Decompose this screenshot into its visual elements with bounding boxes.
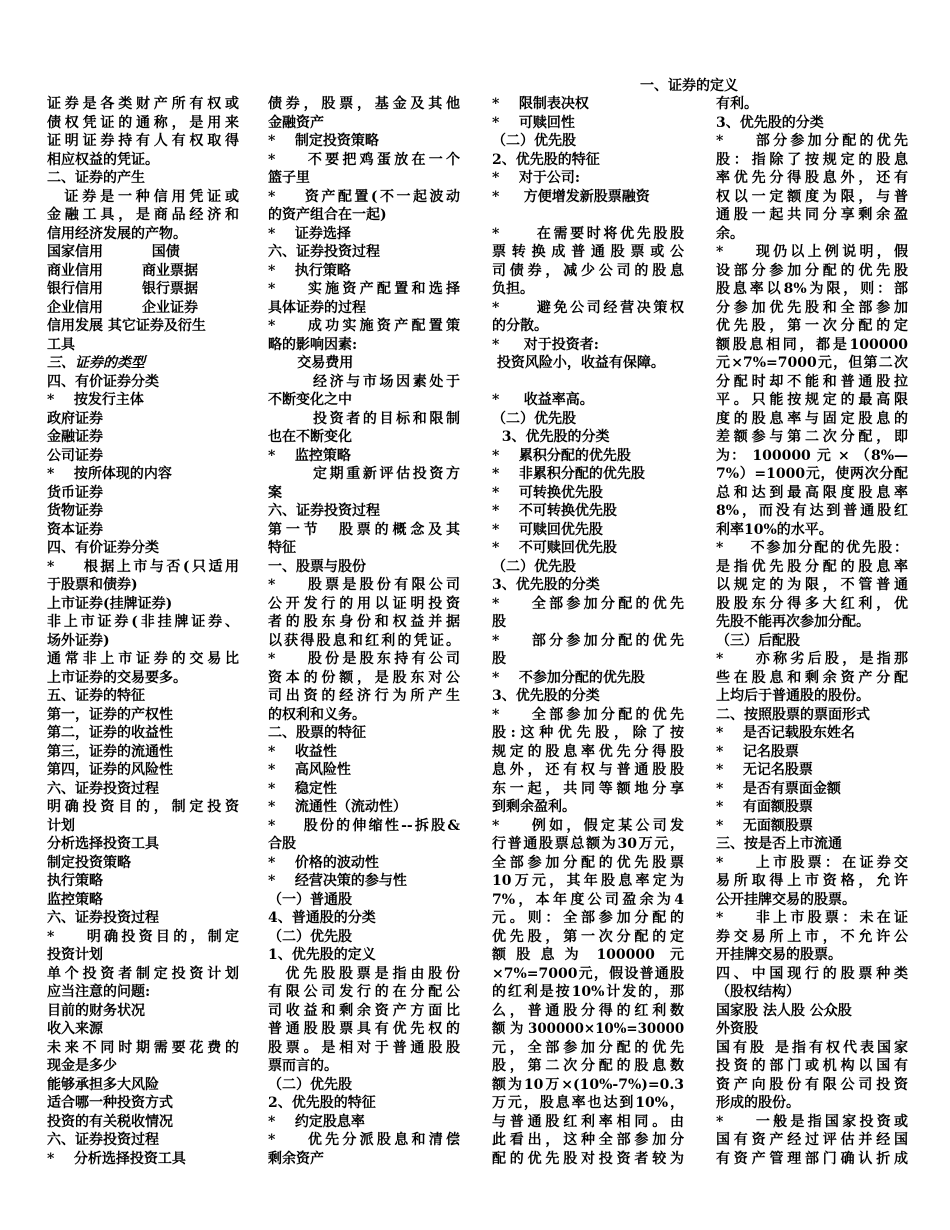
text-line: 7%）=1000元，使两次分配 <box>716 466 908 482</box>
text-line: * 可转换优先股 <box>492 484 603 501</box>
text-line: 合股 <box>268 836 296 852</box>
text-line: * 记名股票 <box>716 743 799 760</box>
text-line: 行普通股票总额为30万元， <box>492 836 684 852</box>
text-line: 8%，而没有达到普通股红 <box>716 503 908 519</box>
text-line: 三、证券的类型 <box>47 355 145 371</box>
text-line: 股股东分得多大红利，优 <box>716 595 908 612</box>
text-line: * 无记名股票 <box>716 762 813 778</box>
text-line: 普通股股票具有优先权的 <box>268 1021 460 1037</box>
text-column-1 <box>47 95 239 1168</box>
text-line: 股，第二次分配的股息数 <box>492 1058 684 1074</box>
text-line: 额 为 300000×10%=30000 <box>492 1021 685 1037</box>
text-line: 计划 <box>47 817 75 834</box>
text-line: * 股份的伸缩性--拆股& <box>268 817 460 834</box>
text-line: 信用经济发展的产物。 <box>47 225 187 242</box>
text-line: 司债券，减少公司的股息 <box>492 262 684 279</box>
text-line: 司收益和剩余资产方面比 <box>268 1002 460 1019</box>
text-line: ×7%=7000元，假设普通股 <box>492 965 684 982</box>
text-line: 的资产组合在一起) <box>268 207 387 223</box>
text-line: 第三，证券的流通性 <box>47 743 173 760</box>
text-line: * 在需要时将优先股股 <box>492 225 684 242</box>
text-line: 资本证券 <box>47 521 103 538</box>
text-line: * 是否记载股东姓名 <box>716 725 855 741</box>
text-line: * 按所体现的内容 <box>47 466 172 482</box>
text-line: （二）优先股 <box>268 928 352 945</box>
text-line: * 成功实施资产配置策 <box>268 318 460 334</box>
text-line: * 不要把鸡蛋放在一个 <box>268 151 460 168</box>
text-line: 为： 100000 元 × （8%— <box>716 447 908 464</box>
text-line: 六、证券投资过程 <box>268 503 380 519</box>
text-line: 金融工具，是商品经济和 <box>47 207 239 223</box>
text-line: 分参加优先股和全部参加 <box>716 299 908 316</box>
text-line: 开挂牌交易的股票。 <box>716 947 842 963</box>
text-line: * 一般是指国家投资或 <box>716 1113 908 1130</box>
text-line: 差额参与第二次分配，即 <box>716 429 908 445</box>
text-line: * 有面额股票 <box>716 799 813 815</box>
text-line: 执行策略 <box>47 873 103 889</box>
text-line: 上均后于普通股的股份。 <box>716 688 870 704</box>
text-line: 特征 <box>268 540 296 556</box>
text-line: 投资计划 <box>47 947 103 963</box>
text-line: 利率10%的水平。 <box>716 521 833 538</box>
text-line: 监控策略 <box>47 891 103 908</box>
text-line: 平。只能按规定的最高限 <box>716 392 908 408</box>
text-line: * 无面额股票 <box>716 817 813 834</box>
text-line: 未来不同时期需要花费的 <box>47 1039 239 1056</box>
text-line: * 限制表决权 <box>492 96 589 112</box>
text-line: 外资股 <box>716 1021 758 1037</box>
text-line: * 股票是股份有限公司 <box>268 577 460 593</box>
text-line: 投资风险小，收益有保障。 <box>492 355 665 371</box>
text-line: 额 股 息 为 100000 元 <box>492 947 684 963</box>
text-line: 五、证券的特征 <box>47 688 145 704</box>
text-line: 于股票和债券) <box>47 577 138 593</box>
text-line: 六、证券投资过程 <box>47 780 159 797</box>
text-line: * 可赎回优先股 <box>492 521 603 538</box>
text-line: 国家信用 国债 <box>47 244 180 260</box>
text-line: * 可赎回性 <box>492 114 575 131</box>
text-line: 先股不能再次参加分配。 <box>716 614 870 630</box>
text-line: 四、有价证券分类 <box>47 540 159 556</box>
text-line: 明确投资目的，制定投资 <box>47 799 239 815</box>
text-line: 不断变化之中 <box>268 392 352 408</box>
text-line: 四、有价证券分类 <box>47 373 159 390</box>
text-line: 通股一起共同分享剩余盈 <box>716 207 908 223</box>
text-line: 第四，证券的风险性 <box>47 762 173 778</box>
text-line: 上市证券(挂牌证券) <box>47 595 173 612</box>
text-line: 证券是各类财产所有权或 <box>47 96 239 112</box>
text-line <box>492 373 684 392</box>
text-column-4 <box>716 95 908 1168</box>
text-line: 投资的有关税收情况 <box>47 1113 173 1130</box>
text-line: 优先股，第一次分配的定 <box>716 318 908 334</box>
text-line: 二、证券的产生 <box>47 170 145 186</box>
text-line: * 资产配置(不一起波动 <box>268 188 460 205</box>
text-line: * 制定投资策略 <box>268 133 379 149</box>
text-line: 形成的股份。 <box>716 1095 800 1111</box>
text-line: 负担。 <box>492 281 534 297</box>
text-line: * 全部参加分配的优先 <box>492 595 684 612</box>
text-line: * 方便增发新股票融资 <box>492 188 650 205</box>
text-line: 司出资的经济行为所产生 <box>268 688 460 704</box>
text-line: * 执行策略 <box>268 262 351 279</box>
text-line: 非上市证券(非挂牌证券、 <box>47 614 239 630</box>
text-line: 通常非上市证券的交易比 <box>47 651 239 667</box>
text-line: 3、优先股的分类 <box>492 688 600 704</box>
text-line: 国有资产经过评估并经国 <box>716 1132 908 1148</box>
text-line: 公开发行的用以证明投资 <box>268 595 460 612</box>
text-line: 银行信用 银行票据 <box>47 281 198 297</box>
text-line: 篮子里 <box>268 170 310 186</box>
text-line: * 高风险性 <box>268 762 351 778</box>
text-line: 全部参加分配的优先股票 <box>492 854 684 871</box>
text-line: 票转换成普通股票或公 <box>492 244 684 260</box>
text-line: * 经营决策的参与性 <box>268 873 407 889</box>
text-line: 债券，股票，基金及其他 <box>268 96 460 112</box>
text-line: * 价格的波动性 <box>268 854 379 871</box>
text-line: 优先股，第一次分配的定 <box>492 928 684 945</box>
text-line: 股:这种优先股，除了按 <box>492 725 684 741</box>
text-line: 企业信用 企业证券 <box>47 299 198 316</box>
text-line: 的权利和义务。 <box>268 706 366 723</box>
text-line: 金融资产 <box>268 114 324 131</box>
text-line: 货币证券 <box>47 484 103 501</box>
text-line: * 非上市股票：未在证 <box>716 910 908 926</box>
text-line: 第二，证券的收益性 <box>47 725 173 741</box>
text-line: 易所取得上市资格，允许 <box>716 873 908 889</box>
text-line: （一）普通股 <box>268 891 352 908</box>
text-line: 目前的财务状况 <box>47 1002 145 1019</box>
text-column-3 <box>492 95 684 1168</box>
text-line: * 优先分派股息和清偿 <box>268 1132 460 1148</box>
text-line: 分析选择投资工具 <box>47 836 159 852</box>
text-line: 适合哪一种投资方式 <box>47 1095 173 1111</box>
text-line: 7%，本年度公司盈余为4 <box>492 891 684 908</box>
text-line: 经济与市场因素处于 <box>268 373 460 390</box>
text-line: 元。则：全部参加分配的 <box>492 910 684 926</box>
text-line: 券交易所上市，不允许公 <box>716 928 908 945</box>
text-line: 单个投资者制定投资计划 <box>47 965 239 982</box>
text-line: 六、证券投资过程 <box>47 1132 159 1148</box>
text-line: * 明确投资目的，制定 <box>47 928 239 945</box>
text-line: 第一，证券的产权性 <box>47 706 173 723</box>
text-line: 商业信用 商业票据 <box>47 262 198 279</box>
text-line: 案 <box>268 484 282 501</box>
text-line: 三、按是否上市流通 <box>716 836 842 852</box>
text-line: 上市证券的交易要多。 <box>47 669 187 686</box>
text-line: 六、证券投资过程 <box>268 244 380 260</box>
text-line: * 分析选择投资工具 <box>47 1150 186 1167</box>
text-line: （二）优先股 <box>492 410 576 427</box>
text-line: * 现仍以上例说明，假 <box>716 244 908 260</box>
text-line: 东一起，共同等额地分享 <box>492 780 684 797</box>
text-line: * 上市股票：在证券交 <box>716 854 908 871</box>
text-line: 3、优先股的分类 <box>716 114 824 131</box>
text-line: 股息率以8%为限，则：部 <box>716 281 908 297</box>
text-line: 10万元，其年股息率定为 <box>492 873 684 889</box>
text-line: 剩余资产 <box>268 1150 324 1167</box>
text-line: 定期重新评估投资方 <box>268 466 460 482</box>
text-line: 2、优先股的特征 <box>268 1095 376 1111</box>
text-line: 者的股东身份和权益并据 <box>268 614 460 630</box>
text-line: 信用发展 其它证券及衍生 <box>47 318 206 334</box>
text-line: 国有股 是指有权代表国家 <box>716 1039 908 1056</box>
text-line: 投资者的目标和限制 <box>268 410 460 427</box>
text-line: 四、中国现行的股票种类 <box>716 965 908 982</box>
text-line: * 亦称劣后股，是指那 <box>716 651 908 667</box>
text-line: 一、股票与股份 <box>268 558 366 575</box>
text-line: 余。 <box>716 225 744 242</box>
text-line: 有利。 <box>716 96 758 112</box>
text-line: （股权结构） <box>716 984 800 1000</box>
text-line: 股：指除了按规定的股息 <box>716 151 908 168</box>
text-line: 能够承担多大风险 <box>47 1076 159 1093</box>
text-line: * 收益性 <box>268 743 337 760</box>
text-line <box>492 206 684 225</box>
text-line: 有资产管理部门确认折成 <box>716 1150 908 1167</box>
text-line: * 累积分配的优先股 <box>492 447 631 464</box>
text-line: 的分散。 <box>492 318 548 334</box>
text-line: 此看出，这种全部参加分 <box>492 1132 684 1148</box>
text-line: * 部分参加分配的优先 <box>716 133 908 149</box>
text-line: 4、普通股的分类 <box>268 910 376 926</box>
text-line: 优先股股票是指由股份 <box>268 965 460 982</box>
text-line: 二、股票的特征 <box>268 725 366 741</box>
text-line: （二）优先股 <box>492 133 576 149</box>
text-line: * 证券选择 <box>268 225 351 242</box>
text-line: 证明证券持有人有权取得 <box>47 133 239 149</box>
text-line: 股 <box>492 614 506 630</box>
text-line: 些在股息和剩余资产分配 <box>716 669 908 686</box>
text-line: * 对于投资者: <box>492 336 599 353</box>
text-line: 交易费用 <box>268 355 354 371</box>
text-line: * 实施资产配置和选择 <box>268 281 460 297</box>
text-line: 3、优先股的分类 <box>492 577 600 593</box>
text-line: 3、优先股的分类 <box>492 429 610 445</box>
text-line: 有限公司发行的在分配公 <box>268 984 460 1000</box>
text-line: 政府证券 <box>47 410 103 427</box>
text-line: 元，全部参加分配的优先 <box>492 1039 684 1056</box>
text-line: * 不可转换优先股 <box>492 503 617 519</box>
text-line: 万元，股息率也达到10%， <box>492 1095 684 1111</box>
text-line: * 对于公司: <box>492 170 580 186</box>
text-line: * 非累积分配的优先股 <box>492 466 645 482</box>
text-line: 收入来源 <box>47 1021 103 1037</box>
text-line: 二、按照股票的票面形式 <box>716 706 870 723</box>
text-line: （二）优先股 <box>492 558 576 575</box>
text-line: 制定投资策略 <box>47 854 131 871</box>
page-title: 一、证券的定义 <box>640 78 738 94</box>
text-line: * 不参加分配的优先股： <box>716 540 908 556</box>
text-line: 度的股息率与固定股息的 <box>716 410 908 427</box>
text-line: 么，普通股分得的红利数 <box>492 1002 684 1019</box>
text-line: 相应权益的凭证。 <box>47 151 159 168</box>
text-line: * 监控策略 <box>268 447 351 464</box>
text-line: * 收益率高。 <box>492 392 594 408</box>
text-line: 元×7%=7000元，但第二次 <box>716 355 908 371</box>
text-line: * 部分参加分配的优先 <box>492 632 684 649</box>
text-line: 债权凭证的通称，是用来 <box>47 114 239 131</box>
text-line: 投资的部门或机构以国有 <box>716 1058 908 1074</box>
text-line: 股票。是相对于普通股股 <box>268 1039 460 1056</box>
text-line: 分配时却不能和普通股拉 <box>716 373 908 390</box>
text-line: 是指优先股分配的股息率 <box>716 558 908 575</box>
text-line: 2、优先股的特征 <box>492 151 600 168</box>
text-line: 第一节 股票的概念及其 <box>268 521 460 538</box>
text-line: 应当注意的问题: <box>47 984 151 1000</box>
text-line: 六、证券投资过程 <box>47 910 159 926</box>
text-line: 息外，还有权与普通股股 <box>492 762 684 778</box>
text-line: （二）优先股 <box>268 1076 352 1093</box>
text-line: 金融证券 <box>47 429 103 445</box>
text-line: 场外证券) <box>47 632 110 649</box>
text-line: 现金是多少 <box>47 1058 117 1074</box>
text-line: 票而言的。 <box>268 1058 338 1074</box>
text-line: * 例如，假定某公司发 <box>492 817 684 834</box>
text-line: 工具 <box>47 336 75 353</box>
text-line: * 避免公司经营决策权 <box>492 299 684 316</box>
text-line: 额股息相同，都是100000 <box>716 336 908 353</box>
text-line: 以获得股息和红利的凭证。 <box>268 632 460 649</box>
text-line: 与普通股红利率相同。由 <box>492 1113 684 1130</box>
text-line: 股 <box>492 651 506 667</box>
text-line: 略的影响因素: <box>268 336 358 353</box>
text-line: * 股份是股东持有公司 <box>268 651 460 667</box>
text-line: 公开挂牌交易的股票。 <box>716 891 856 908</box>
text-line: * 不参加分配的优先股 <box>492 669 645 686</box>
text-line: * 稳定性 <box>268 780 337 797</box>
text-line: 设部分参加分配的优先股 <box>716 262 908 279</box>
text-line: 率优先分得股息外，还有 <box>716 170 908 186</box>
text-line: 国家股 法人股 公众股 <box>716 1002 852 1019</box>
text-line: 资本的份额，是股东对公 <box>268 669 460 686</box>
text-line: * 全部参加分配的优先 <box>492 706 684 723</box>
text-line: 额为10万×(10%-7%)=0.3 <box>492 1076 684 1093</box>
text-line: 权以一定额度为限，与普 <box>716 188 908 205</box>
text-line: 公司证券 <box>47 447 103 464</box>
text-line: 总和达到最高限度股息率 <box>716 484 908 501</box>
text-line: 证券是一种信用凭证或 <box>47 188 239 205</box>
text-line: 规定的股息率优先分得股 <box>492 743 684 760</box>
text-line: * 按发行主体 <box>47 392 144 408</box>
text-line: * 不可赎回优先股 <box>492 540 617 556</box>
text-line: * 流通性（流动性） <box>268 799 407 815</box>
text-line: 货物证券 <box>47 503 103 519</box>
text-line: （三）后配股 <box>716 632 800 649</box>
text-line: 也在不断变化 <box>268 429 352 445</box>
text-column-2 <box>268 95 460 1168</box>
text-line: * 根据上市与否(只适用 <box>47 558 239 575</box>
text-line: 资产向股份有限公司投资 <box>716 1076 908 1093</box>
text-line: 的红利是按10%计发的，那 <box>492 984 684 1000</box>
text-line: * 是否有票面金额 <box>716 780 841 797</box>
text-line: 配的优先股对投资者较为 <box>492 1150 684 1167</box>
text-line: * 约定股息率 <box>268 1113 365 1130</box>
text-line: 具体证券的过程 <box>268 299 366 316</box>
text-line: 到剩余盈利。 <box>492 799 576 815</box>
text-line: 以规定的为限，不管普通 <box>716 577 908 593</box>
text-line: 1、优先股的定义 <box>268 947 376 963</box>
